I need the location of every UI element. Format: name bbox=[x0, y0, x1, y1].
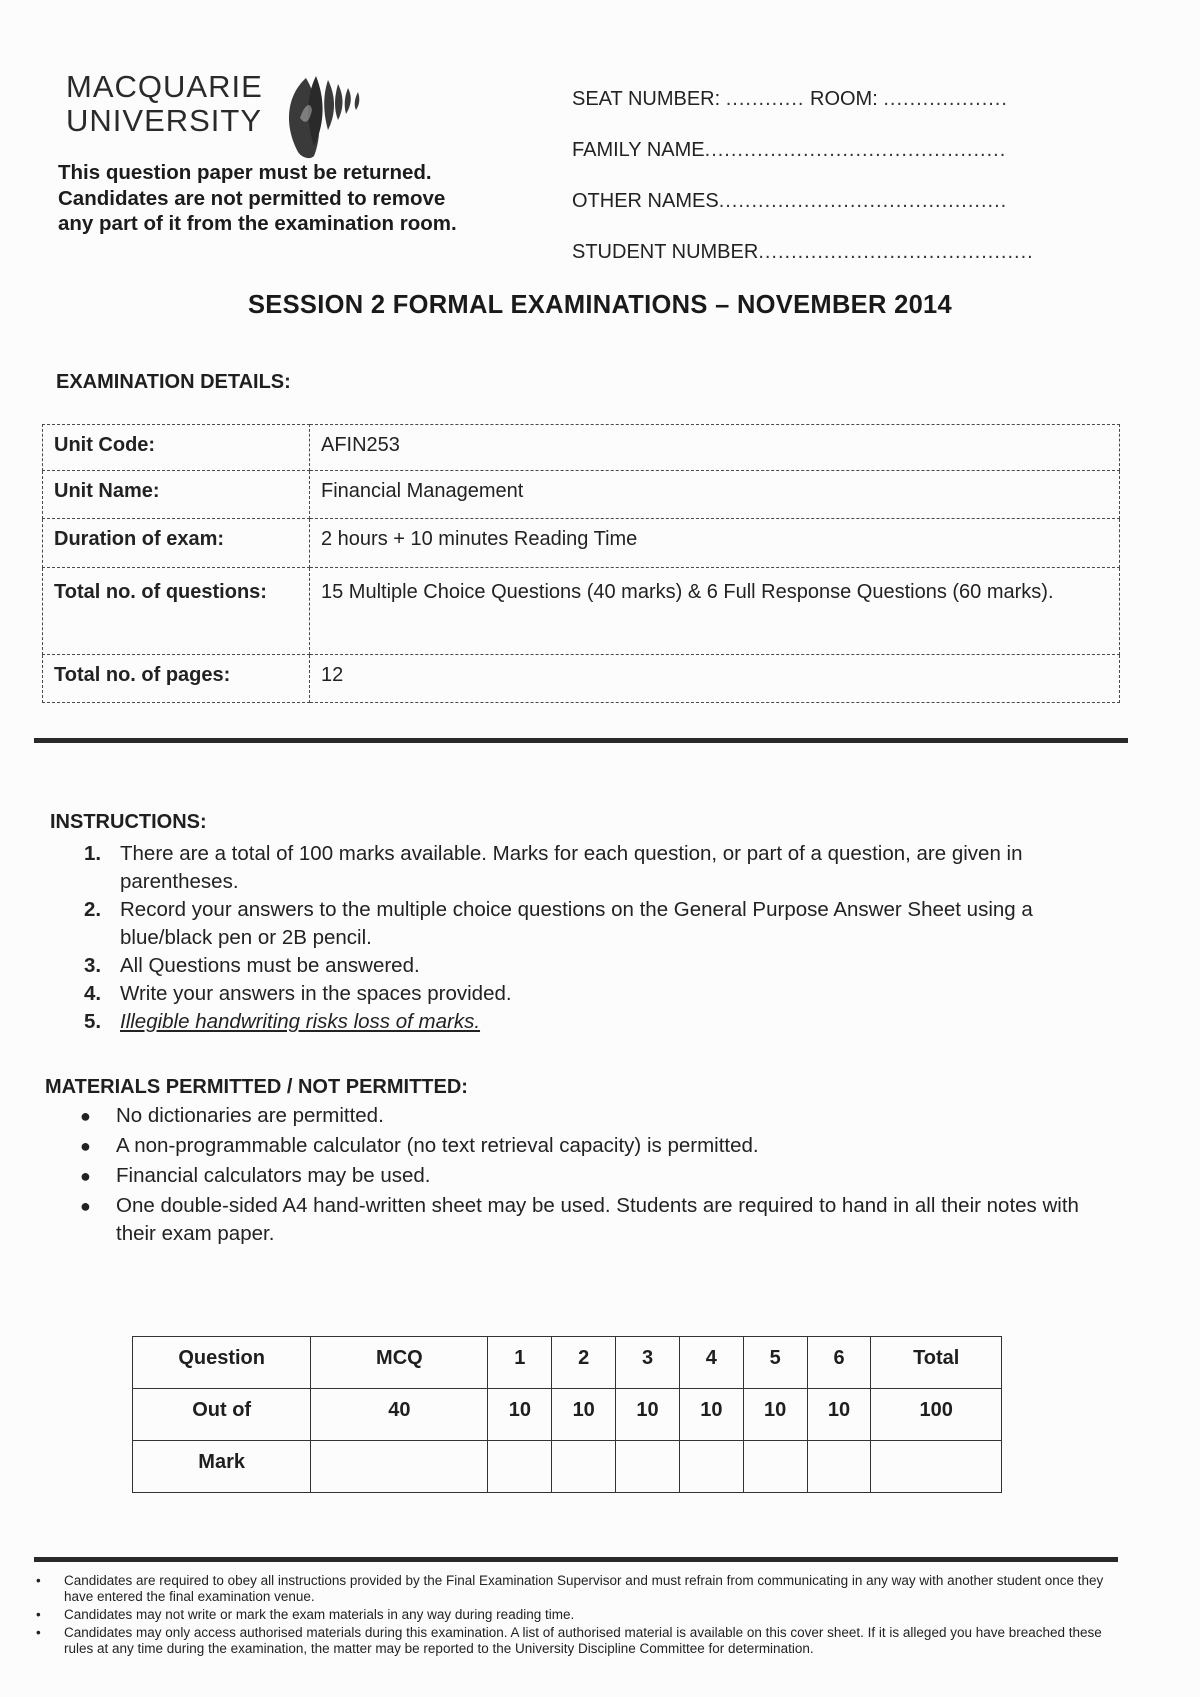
bullet-icon: • bbox=[36, 1573, 41, 1588]
mark-entry-cell[interactable] bbox=[311, 1441, 488, 1493]
university-logo bbox=[58, 66, 388, 166]
marks-out-of-cell: 40 bbox=[311, 1389, 488, 1441]
materials-text: One double-sided A4 hand-written sheet may be used. Students are required to hand in all their notes with their exam paper. bbox=[116, 1194, 1079, 1245]
other-names-label: OTHER NAMES bbox=[572, 190, 719, 212]
marks-out-of-cell: 10 bbox=[807, 1389, 871, 1441]
footer-rules bbox=[32, 1573, 1118, 1659]
instruction-text: Illegible handwriting risks loss of marks. bbox=[120, 1010, 481, 1033]
student-number-label: STUDENT NUMBER bbox=[572, 241, 759, 263]
materials-heading: MATERIALS PERMITTED / NOT PERMITTED: bbox=[45, 1076, 468, 1098]
marks-header-cell: 4 bbox=[679, 1337, 743, 1389]
footer-rule-item bbox=[32, 1573, 1118, 1605]
instruction-item bbox=[84, 1008, 1114, 1036]
marks-out-of-cell: 10 bbox=[552, 1389, 616, 1441]
instructions-list bbox=[84, 840, 1114, 1036]
materials-item bbox=[78, 1162, 1108, 1190]
materials-item bbox=[78, 1132, 1108, 1160]
footer-rule-item bbox=[32, 1625, 1118, 1657]
instruction-item bbox=[84, 980, 1114, 1008]
materials-text: A non-programmable calculator (no text retrieval capacity) is permitted. bbox=[116, 1134, 759, 1157]
footer-rule-text: Candidates may only access authorised materials during this examination. A list of authorised material is available on this cover sheet. If it is alleged you have breached these rules at any time during the examination, the matter may be reported to the University Discipline Committee for determination. bbox=[64, 1625, 1102, 1656]
details-row-duration bbox=[43, 519, 1120, 568]
details-label: Unit Name: bbox=[43, 471, 310, 519]
materials-list bbox=[78, 1102, 1108, 1250]
instruction-text: There are a total of 100 marks available. Marks for each question, or part of a question, are given in parentheses. bbox=[120, 842, 1023, 893]
seat-number-blank[interactable]: ............ bbox=[725, 88, 805, 110]
instruction-number: 3. bbox=[84, 954, 102, 977]
instruction-number: 4. bbox=[84, 982, 102, 1005]
instruction-text: Write your answers in the spaces provided. bbox=[120, 982, 512, 1005]
details-value: AFIN253 bbox=[310, 425, 1120, 471]
instruction-text: Record your answers to the multiple choice questions on the General Purpose Answer Sheet using a blue/black pen or 2B pencil. bbox=[120, 898, 1033, 949]
marks-out-of-cell: 10 bbox=[743, 1389, 807, 1441]
details-label: Total no. of questions: bbox=[43, 568, 310, 655]
marks-out-of-cell: 10 bbox=[679, 1389, 743, 1441]
marks-row-label: Question bbox=[133, 1337, 311, 1389]
return-notice-line-2: Candidates are not permitted to remove bbox=[58, 186, 446, 210]
exam-details-heading: EXAMINATION DETAILS: bbox=[56, 371, 291, 393]
mark-entry-cell[interactable] bbox=[807, 1441, 871, 1493]
instruction-number: 2. bbox=[84, 898, 102, 921]
instructions-heading: INSTRUCTIONS: bbox=[50, 811, 207, 833]
marks-out-of-cell: 10 bbox=[616, 1389, 680, 1441]
marks-row-label: Mark bbox=[133, 1441, 311, 1493]
seat-room-field[interactable] bbox=[572, 88, 1092, 139]
marks-header-cell: 6 bbox=[807, 1337, 871, 1389]
marks-header-cell: 1 bbox=[488, 1337, 552, 1389]
bullet-icon: ● bbox=[80, 1166, 91, 1186]
session-title: SESSION 2 FORMAL EXAMINATIONS – NOVEMBER 2014 bbox=[247, 291, 953, 319]
marks-header-cell: 2 bbox=[552, 1337, 616, 1389]
footer-rule-item bbox=[32, 1607, 1118, 1623]
footer-divider bbox=[34, 1557, 1118, 1562]
instruction-item bbox=[84, 840, 1114, 896]
details-value: 2 hours + 10 minutes Reading Time bbox=[310, 519, 1120, 568]
details-row-pages bbox=[43, 655, 1120, 703]
details-label: Duration of exam: bbox=[43, 519, 310, 568]
instruction-item bbox=[84, 896, 1114, 952]
mark-entry-cell[interactable] bbox=[488, 1441, 552, 1493]
logo-line-2: UNIVERSITY bbox=[66, 103, 263, 138]
room-label: ROOM: bbox=[810, 88, 878, 110]
other-names-field[interactable] bbox=[572, 190, 1092, 241]
candidate-fields bbox=[572, 88, 1092, 292]
marks-header-cell: 5 bbox=[743, 1337, 807, 1389]
materials-item bbox=[78, 1192, 1108, 1248]
marks-out-of-cell: 100 bbox=[871, 1389, 1002, 1441]
details-row-unit-code bbox=[43, 425, 1120, 471]
return-notice-line-1: This question paper must be returned. bbox=[58, 161, 432, 184]
bullet-icon: ● bbox=[80, 1136, 91, 1156]
bullet-icon: ● bbox=[80, 1106, 91, 1126]
details-row-questions bbox=[43, 568, 1120, 655]
other-names-blank[interactable]: ............................................ bbox=[718, 190, 1008, 212]
section-divider bbox=[34, 738, 1128, 743]
flame-lighthouse-icon bbox=[276, 66, 376, 166]
room-blank[interactable]: ................... bbox=[883, 88, 1008, 110]
logo-wordmark bbox=[66, 70, 263, 138]
family-name-field[interactable] bbox=[572, 139, 1092, 190]
details-label: Unit Code: bbox=[43, 425, 310, 471]
student-number-field[interactable] bbox=[572, 241, 1092, 292]
footer-rule-text: Candidates are required to obey all instructions provided by the Final Examination Supervisor and must refrain from communicating in any way with another student once they have entered the final examination venue. bbox=[64, 1573, 1104, 1604]
return-notice bbox=[58, 160, 498, 237]
family-name-label: FAMILY NAME bbox=[572, 139, 705, 161]
mark-entry-cell[interactable] bbox=[743, 1441, 807, 1493]
student-number-blank[interactable]: .......................................... bbox=[758, 241, 1034, 263]
bullet-icon: • bbox=[36, 1607, 41, 1622]
details-label: Total no. of pages: bbox=[43, 655, 310, 703]
logo-line-1: MACQUARIE bbox=[66, 69, 263, 104]
footer-rule-text: Candidates may not write or mark the exam materials in any way during reading time. bbox=[64, 1607, 575, 1622]
bullet-icon: ● bbox=[80, 1196, 91, 1216]
mark-entry-cell[interactable] bbox=[679, 1441, 743, 1493]
instruction-number: 1. bbox=[84, 842, 102, 865]
marks-out-of-cell: 10 bbox=[488, 1389, 552, 1441]
marks-mark-row bbox=[133, 1441, 1002, 1493]
marks-out-of-row bbox=[133, 1389, 1002, 1441]
instruction-number: 5. bbox=[84, 1010, 102, 1033]
materials-text: No dictionaries are permitted. bbox=[116, 1104, 384, 1127]
marks-header-cell: Total bbox=[871, 1337, 1002, 1389]
mark-entry-cell[interactable] bbox=[871, 1441, 1002, 1493]
details-row-unit-name bbox=[43, 471, 1120, 519]
marks-row-label: Out of bbox=[133, 1389, 311, 1441]
exam-details-table bbox=[42, 424, 1120, 703]
return-notice-line-3: any part of it from the examination room. bbox=[58, 212, 457, 235]
details-value: Financial Management bbox=[310, 471, 1120, 519]
instruction-item bbox=[84, 952, 1114, 980]
marks-header-cell: MCQ bbox=[311, 1337, 488, 1389]
mark-entry-cell[interactable] bbox=[616, 1441, 680, 1493]
seat-number-label: SEAT NUMBER: bbox=[572, 88, 721, 110]
bullet-icon: • bbox=[36, 1625, 41, 1640]
mark-entry-cell[interactable] bbox=[552, 1441, 616, 1493]
marks-header-cell: 3 bbox=[616, 1337, 680, 1389]
instruction-text: All Questions must be answered. bbox=[120, 954, 420, 977]
details-value: 15 Multiple Choice Questions (40 marks) & 6 Full Response Questions (60 marks). bbox=[310, 568, 1120, 655]
marks-table bbox=[132, 1336, 1002, 1493]
details-value: 12 bbox=[310, 655, 1120, 703]
materials-item bbox=[78, 1102, 1108, 1130]
materials-text: Financial calculators may be used. bbox=[116, 1164, 431, 1187]
family-name-blank[interactable]: .............................................. bbox=[704, 139, 1007, 161]
marks-header-row bbox=[133, 1337, 1002, 1389]
